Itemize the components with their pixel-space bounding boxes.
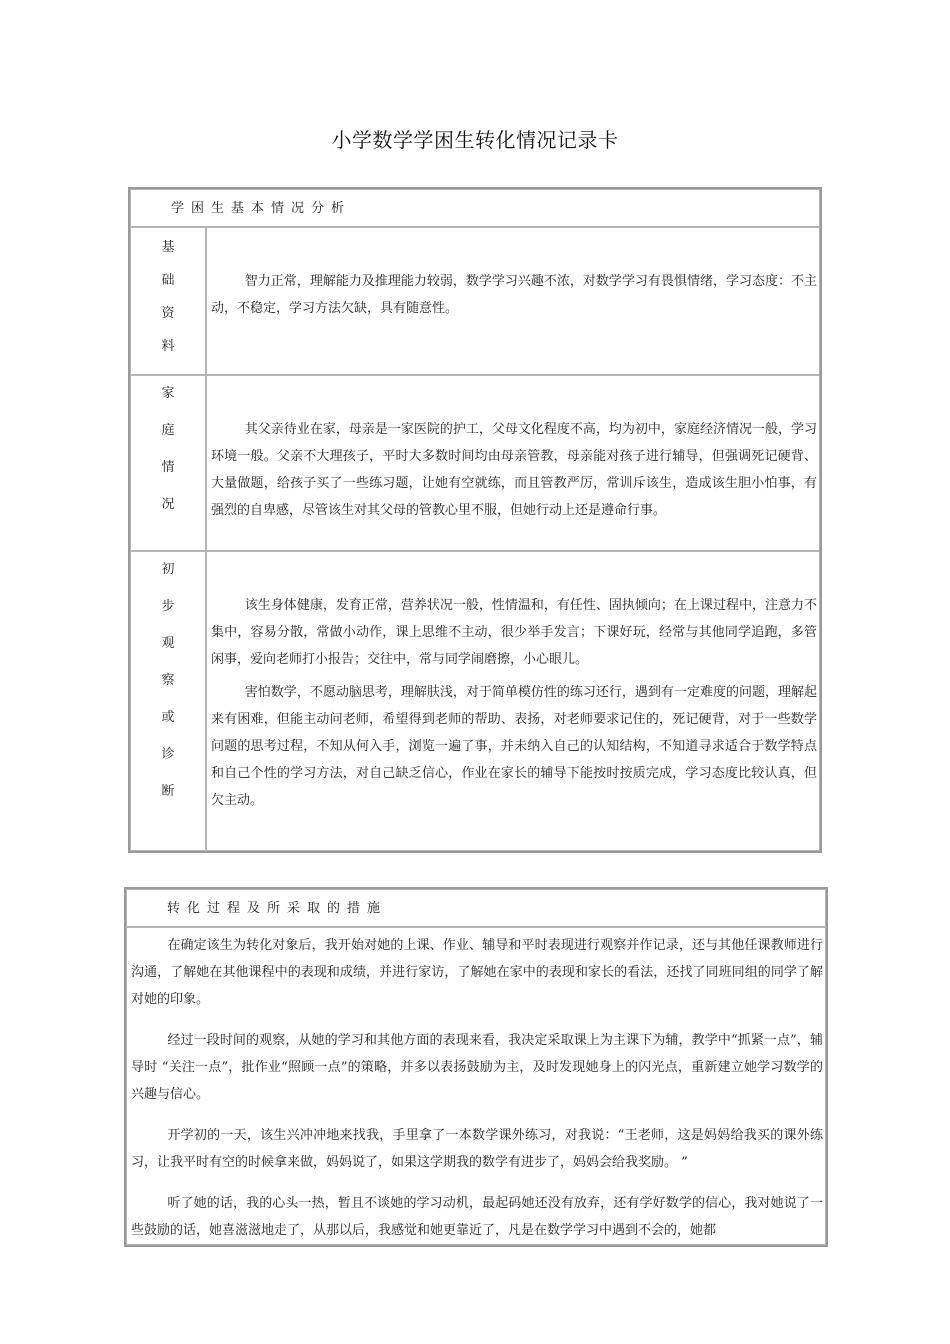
paragraph: 经过一段时间的观察，从她的学习和其他方面的表现来看，我决定采取课上为主课下为辅，教学中“抓紧一点”，辅导时 “关注一点”，批作业“照顾一点”的策略，并多以表扬鼓励为主，及时发现她身上的闪光点，重新建立她学习数学的兴趣与信心。 xyxy=(131,1033,823,1102)
row-label-basic-info: 基 础 资 料 xyxy=(130,227,206,375)
measures-table xyxy=(124,887,828,1247)
basic-info-table xyxy=(128,187,822,853)
section-header: 学困生基本情况分析 xyxy=(130,189,820,227)
row-content-family xyxy=(206,375,820,551)
row-content-basic-info xyxy=(206,227,820,375)
document-title: 小学数学学困生转化情况记录卡 xyxy=(331,128,619,152)
paragraph: 听了她的话，我的心头一热，暂且不谈她的学习动机，最起码她还没有放弃，还有学好数学的信心，我对她说了一些鼓励的话，她喜滋滋地走了，从那以后，我感觉和她更靠近了，凡是在数学学习中遇到不会的，她都 xyxy=(131,1196,823,1238)
measures-content xyxy=(126,927,826,1245)
paragraph: 害怕数学，不愿动脑思考，理解肤浅，对于简单模仿性的练习还行，遇到有一定难度的问题，理解起来有困难，但能主动问老师，希望得到老师的帮助、表扬，对老师要求记住的，死记硬背，对于一些数学问题的思考过程，不知从何入手，浏览一遍了事，并未纳入自己的认知结构，不知道寻求适合于数学特点和自己个性的学习方法，对自己缺乏信心，作业在家长的辅导下能按时按质完成，学习态度比较认真，但欠主动。 xyxy=(211,685,817,808)
paragraph: 智力正常，理解能力及推理能力较弱，数学学习兴趣不浓，对数学学习有畏惧情绪，学习态度：不主动，不稳定，学习方法欠缺，具有随意性。 xyxy=(211,274,817,316)
section-header: 转化过程及所采取的措施 xyxy=(126,889,826,927)
paragraph: 开学初的一天，该生兴冲冲地来找我，手里拿了一本数学课外练习，对我说：“王老师，这是妈妈给我买的课外练习，让我平时有空的时候拿来做，妈妈说了，如果这学期我的数学有进步了，妈妈会给我奖励。 ” xyxy=(131,1128,823,1170)
row-label-diagnosis: 初 步 观 察 或 诊 断 xyxy=(130,551,206,851)
paragraph: 该生身体健康，发育正常，营养状况一般，性情温和，有任性、固执倾向；在上课过程中，注意力不集中，容易分散，常做小动作，课上思维不主动，很少举手发言；下课好玩，经常与其他同学追跑，多管闲事，爱向老师打小报告；交往中，常与同学闹磨擦，小心眼儿。 xyxy=(211,598,817,667)
row-content-diagnosis xyxy=(206,551,820,851)
paragraph: 其父亲待业在家，母亲是一家医院的护工，父母文化程度不高，均为初中，家庭经济情况一般，学习环境一般。父亲不大理孩子，平时大多数时间均由母亲管教，母亲能对孩子进行辅导，但强调死记硬背、大量做题，给孩子买了一些练习题，让她有空就练，而且管教严厉，常训斥该生，造成该生胆小怕事，有强烈的自卑感，尽管该生对其父母的管教心里不服，但她行动上还是遵命行事。 xyxy=(211,422,817,518)
paragraph: 在确定该生为转化对象后，我开始对她的上课、作业、辅导和平时表现进行观察并作记录，还与其他任课教师进行沟通，了解她在其他课程中的表现和成绩，并进行家访，了解她在家中的表现和家长的看法，还找了同班同组的同学了解对她的印象。 xyxy=(131,938,823,1007)
row-label-family: 家 庭 情 况 xyxy=(130,375,206,551)
